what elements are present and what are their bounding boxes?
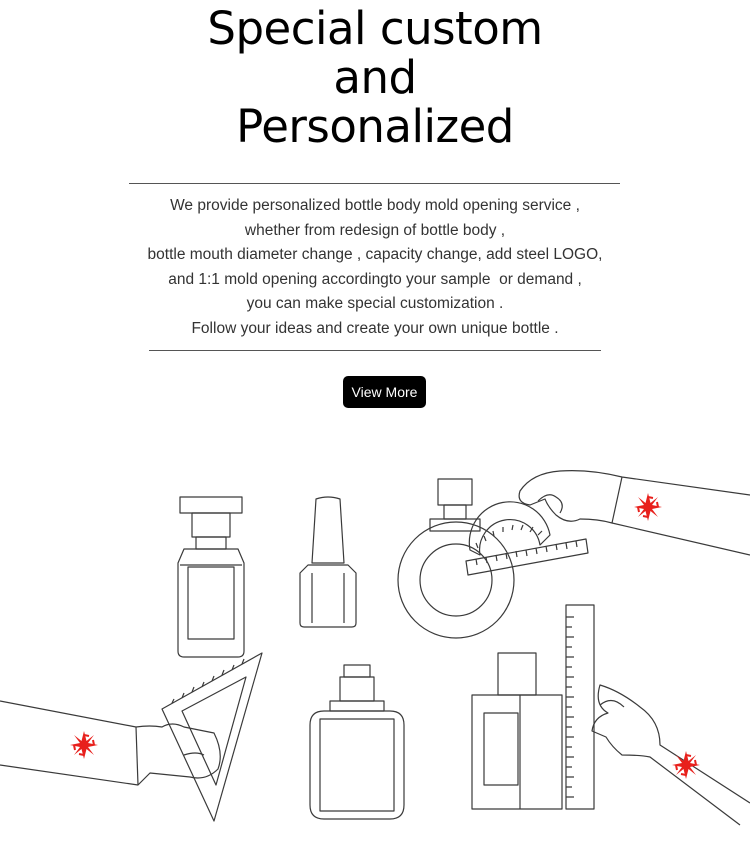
bottles-illustration [0,455,750,853]
square-bottle-icon [178,497,244,657]
title-line-1: Special custom [207,2,543,55]
top-divider [129,183,620,184]
page-title [0,4,750,151]
title-line-2: and [333,51,417,104]
view-more-button[interactable]: View More [343,376,426,408]
description-line: Follow your ideas and create your own unique bottle . [191,319,559,337]
top-right-hand [519,471,750,555]
description-line: We provide personalized bottle body mold opening service , [170,197,580,214]
bottom-left-hand [0,701,220,785]
triangle-ruler-icon [162,653,262,821]
description [0,194,750,341]
rectangle-bottle-icon [472,653,562,809]
flask-bottle-icon [310,665,404,819]
description-line: bottle mouth diameter change , capacity change, add steel LOGO, [147,246,603,263]
polish-bottle-icon [300,497,356,627]
title-line-3: Personalized [236,100,514,153]
description-line: and 1:1 mold opening accordingto your sample or demand , [168,270,582,288]
description-line: whether from redesign of bottle body , [244,221,506,239]
vertical-ruler-icon [566,605,594,809]
bottom-divider [149,350,601,351]
description-line: you can make special customization . [246,295,504,312]
bottom-right-hand [592,685,750,825]
